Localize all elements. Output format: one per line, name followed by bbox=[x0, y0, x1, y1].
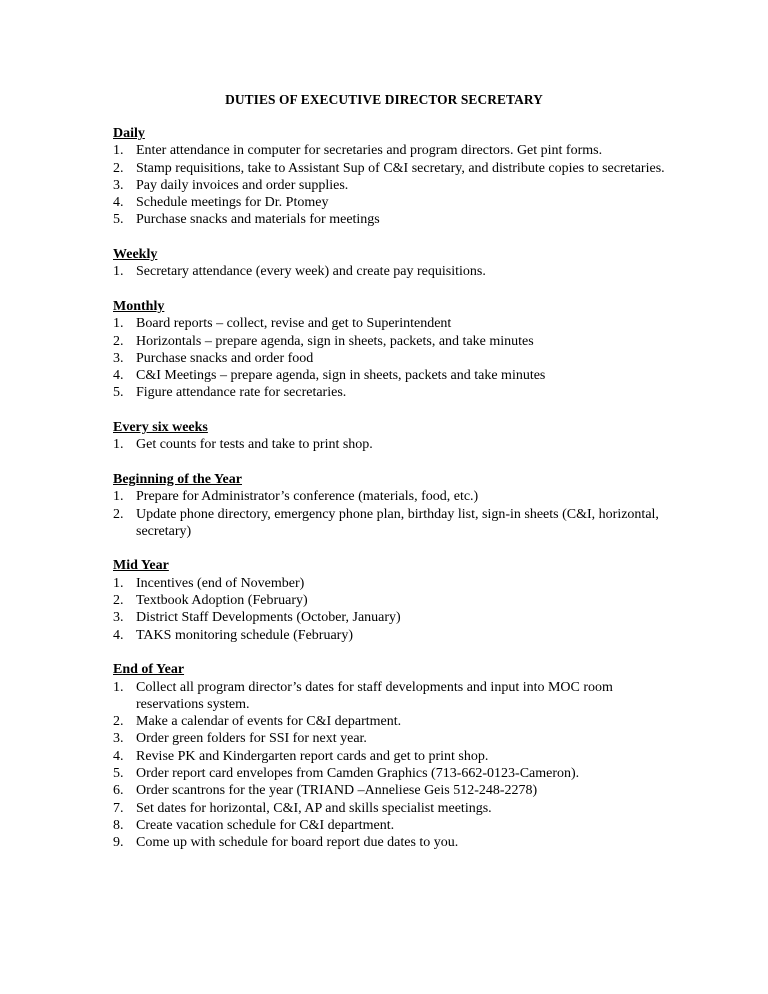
item-text: Schedule meetings for Dr. Ptomey bbox=[136, 195, 329, 211]
section-daily bbox=[113, 125, 673, 229]
item-text: Stamp requisitions, take to Assistant Sup of C&I secretary, and distribute copies to secretaries. bbox=[136, 160, 665, 176]
item-number: 6. bbox=[113, 783, 124, 799]
duty-item bbox=[113, 211, 673, 228]
section-heading: Beginning of the Year bbox=[113, 471, 242, 487]
duty-item bbox=[113, 782, 673, 799]
item-text: Purchase snacks and order food bbox=[136, 350, 314, 366]
duty-list bbox=[113, 315, 673, 401]
item-number: 5. bbox=[113, 385, 124, 401]
item-number: 2. bbox=[113, 593, 124, 609]
item-text: Come up with schedule for board report due dates to you. bbox=[136, 835, 459, 851]
duty-list bbox=[113, 679, 673, 852]
item-number: 3. bbox=[113, 610, 124, 626]
duty-item bbox=[113, 800, 673, 817]
duty-item bbox=[113, 679, 673, 714]
item-text: Revise PK and Kindergarten report cards and get to print shop. bbox=[136, 748, 489, 764]
section-heading: Daily bbox=[113, 126, 145, 141]
section-mid-year bbox=[113, 557, 673, 643]
duty-item bbox=[113, 488, 673, 505]
duty-item bbox=[113, 333, 673, 350]
item-text: Order green folders for SSI for next year. bbox=[136, 731, 367, 747]
duty-item bbox=[113, 315, 673, 332]
item-text: Set dates for horizontal, C&I, AP and skills specialist meetings. bbox=[136, 800, 492, 816]
section-beginning-of-the-year bbox=[113, 471, 673, 540]
duty-list bbox=[113, 575, 673, 644]
item-number: 5. bbox=[113, 765, 124, 781]
duty-item bbox=[113, 263, 673, 280]
duty-item bbox=[113, 194, 673, 211]
item-text: Order scantrons for the year (TRIAND –Anneliese Geis 512-248-2278) bbox=[136, 783, 538, 799]
duty-item bbox=[113, 730, 673, 747]
duty-item bbox=[113, 765, 673, 782]
item-text: Horizontals – prepare agenda, sign in sheets, packets, and take minutes bbox=[136, 333, 534, 349]
duty-item bbox=[113, 575, 673, 592]
document-title: DUTIES OF EXECUTIVE DIRECTOR SECRETARY bbox=[225, 92, 543, 107]
item-text: TAKS monitoring schedule (February) bbox=[136, 627, 353, 643]
item-text: Make a calendar of events for C&I department. bbox=[136, 714, 402, 730]
duty-item bbox=[113, 350, 673, 367]
item-number: 1. bbox=[113, 679, 124, 695]
item-number: 5. bbox=[113, 212, 124, 228]
item-number: 1. bbox=[113, 264, 124, 280]
item-text: Get counts for tests and take to print shop. bbox=[136, 437, 373, 453]
item-text: Secretary attendance (every week) and create pay requisitions. bbox=[136, 264, 486, 280]
duty-item bbox=[113, 817, 673, 834]
section-heading: Weekly bbox=[113, 247, 158, 263]
item-number: 4. bbox=[113, 748, 124, 764]
duty-item bbox=[113, 592, 673, 609]
duty-item bbox=[113, 506, 673, 541]
item-number: 2. bbox=[113, 333, 124, 349]
duty-item bbox=[113, 142, 673, 159]
section-heading: Every six weeks bbox=[113, 420, 208, 436]
item-text: Textbook Adoption (February) bbox=[136, 593, 308, 609]
item-number: 1. bbox=[113, 575, 124, 591]
item-number: 4. bbox=[113, 368, 124, 384]
item-text: Order report card envelopes from Camden Graphics (713-662-0123-Cameron). bbox=[136, 765, 580, 781]
duty-list bbox=[113, 142, 673, 228]
item-text: C&I Meetings – prepare agenda, sign in sheets, packets and take minutes bbox=[136, 368, 546, 384]
item-text: Board reports – collect, revise and get to Superintendent bbox=[136, 316, 452, 332]
item-number: 8. bbox=[113, 817, 124, 833]
item-text: Purchase snacks and materials for meetings bbox=[136, 212, 380, 228]
section-heading: End of Year bbox=[113, 662, 185, 678]
item-text: Incentives (end of November) bbox=[136, 575, 305, 591]
item-number: 2. bbox=[113, 506, 124, 522]
section-end-of-year bbox=[113, 661, 673, 851]
duty-item bbox=[113, 713, 673, 730]
item-text: Pay daily invoices and order supplies. bbox=[136, 177, 349, 193]
item-text: Update phone directory, emergency phone plan, birthday list, sign-in sheets (C&I, horizontal, secretary) bbox=[136, 506, 659, 539]
duty-list bbox=[113, 436, 673, 453]
duty-item bbox=[113, 627, 673, 644]
section-heading: Monthly bbox=[113, 298, 165, 314]
section-weekly bbox=[113, 246, 673, 281]
item-number: 3. bbox=[113, 731, 124, 747]
duty-item bbox=[113, 177, 673, 194]
section-heading: Mid Year bbox=[113, 558, 169, 574]
item-text: District Staff Developments (October, January) bbox=[136, 610, 401, 626]
item-number: 2. bbox=[113, 714, 124, 730]
duty-item bbox=[113, 367, 673, 384]
item-number: 1. bbox=[113, 437, 124, 453]
section-every-six-weeks bbox=[113, 419, 673, 454]
item-text: Prepare for Administrator’s conference (materials, food, etc.) bbox=[136, 489, 479, 505]
duty-item bbox=[113, 748, 673, 765]
duty-item bbox=[113, 609, 673, 626]
item-number: 2. bbox=[113, 160, 124, 176]
item-text: Figure attendance rate for secretaries. bbox=[136, 385, 347, 401]
item-number: 7. bbox=[113, 800, 124, 816]
duty-item bbox=[113, 160, 673, 177]
item-number: 3. bbox=[113, 350, 124, 366]
item-number: 3. bbox=[113, 177, 124, 193]
item-text: Enter attendance in computer for secretaries and program directors. Get pint forms. bbox=[136, 143, 603, 159]
document-body bbox=[113, 125, 673, 869]
item-text: Create vacation schedule for C&I department. bbox=[136, 817, 395, 833]
duty-item bbox=[113, 384, 673, 401]
duty-item bbox=[113, 834, 673, 851]
item-text: Collect all program director’s dates for staff developments and input into MOC room reservations system. bbox=[136, 679, 613, 712]
section-monthly bbox=[113, 298, 673, 402]
item-number: 1. bbox=[113, 316, 124, 332]
item-number: 4. bbox=[113, 627, 124, 643]
duty-item bbox=[113, 436, 673, 453]
duty-list bbox=[113, 488, 673, 540]
item-number: 9. bbox=[113, 835, 124, 851]
item-number: 1. bbox=[113, 143, 124, 159]
duty-list bbox=[113, 263, 673, 280]
item-number: 4. bbox=[113, 195, 124, 211]
item-number: 1. bbox=[113, 489, 124, 505]
